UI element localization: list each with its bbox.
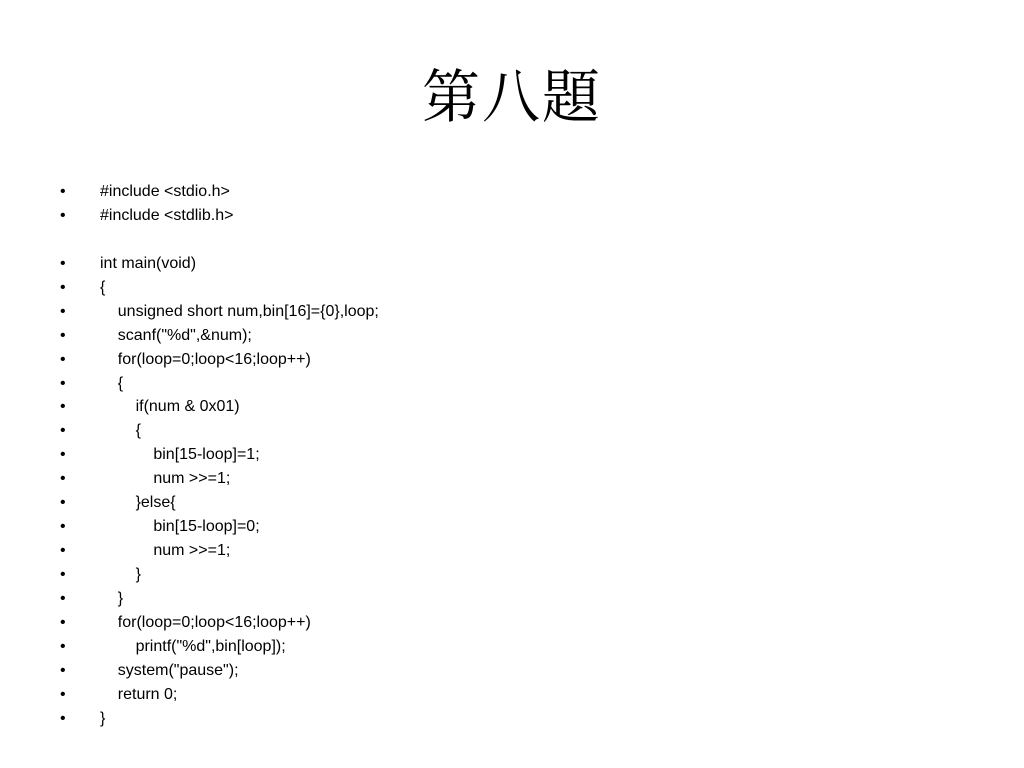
code-line-text: } — [100, 566, 141, 583]
code-line — [60, 659, 960, 683]
code-line — [60, 348, 960, 372]
code-line-text: { — [100, 278, 106, 296]
code-line-text: for(loop=0;loop<16;loop++) — [100, 613, 311, 631]
bullet-icon: • — [60, 398, 66, 416]
code-line — [60, 611, 960, 635]
code-line — [60, 276, 960, 300]
bullet-icon: • — [60, 542, 66, 560]
code-line-text: unsigned short num,bin[16]={0},loop; — [100, 302, 379, 320]
code-line — [60, 539, 960, 563]
bullet-icon: • — [60, 518, 66, 536]
bullet-icon: • — [60, 350, 66, 368]
code-line-text: num >>=1; — [100, 470, 231, 488]
bullet-icon: • — [60, 613, 66, 631]
code-line-text: #include <stdio.h> — [100, 183, 230, 200]
code-line — [60, 252, 960, 276]
bullet-icon: • — [60, 566, 66, 583]
code-line-text: #include <stdlib.h> — [100, 206, 234, 224]
bullet-icon: • — [60, 302, 66, 320]
code-line-text: for(loop=0;loop<16;loop++) — [100, 350, 311, 368]
code-line-text: }else{ — [100, 494, 176, 512]
code-line — [60, 372, 960, 396]
code-line — [60, 707, 960, 731]
code-line — [60, 587, 960, 611]
bullet-icon: • — [60, 446, 66, 464]
code-line — [60, 563, 960, 587]
code-line-text: int main(void) — [100, 254, 197, 272]
code-line-text: num >>=1; — [100, 542, 231, 560]
bullet-icon: • — [60, 278, 66, 296]
code-line — [60, 515, 960, 539]
code-line — [60, 300, 960, 324]
code-line — [60, 324, 960, 348]
bullet-icon: • — [60, 709, 66, 727]
bullet-icon: • — [60, 589, 66, 607]
code-line-text: } — [100, 589, 124, 607]
code-line-text: } — [100, 709, 106, 727]
bullet-icon: • — [60, 637, 66, 655]
bullet-icon: • — [60, 470, 66, 488]
code-line — [60, 443, 960, 467]
code-line — [60, 419, 960, 443]
code-line — [60, 467, 960, 491]
code-line-text: { — [100, 374, 124, 392]
code-line-text: bin[15-loop]=1; — [100, 446, 260, 464]
code-line — [60, 635, 960, 659]
code-line — [60, 228, 960, 252]
bullet-icon: • — [60, 685, 66, 703]
bullet-icon: • — [60, 183, 66, 200]
code-line-text: return 0; — [100, 685, 178, 703]
slide-title: 第八題 — [421, 63, 602, 131]
code-line-text: scanf("%d",&num); — [100, 326, 252, 344]
code-line — [60, 683, 960, 707]
bullet-icon: • — [60, 374, 66, 392]
code-line-text: { — [100, 422, 141, 440]
code-line — [60, 395, 960, 419]
bullet-icon: • — [60, 254, 66, 272]
bullet-icon: • — [60, 661, 66, 679]
code-line-text: bin[15-loop]=0; — [100, 518, 260, 536]
bullet-icon: • — [60, 326, 66, 344]
bullet-icon: • — [60, 206, 66, 224]
code-line-text: system("pause"); — [100, 661, 239, 679]
code-line-text: printf("%d",bin[loop]); — [100, 637, 286, 655]
code-line — [60, 204, 960, 228]
bullet-icon: • — [60, 494, 66, 512]
code-line-text: if(num & 0x01) — [100, 398, 240, 416]
code-line — [60, 491, 960, 515]
code-line — [60, 180, 960, 204]
bullet-icon: • — [60, 422, 66, 440]
code-bullet-list — [60, 180, 960, 731]
